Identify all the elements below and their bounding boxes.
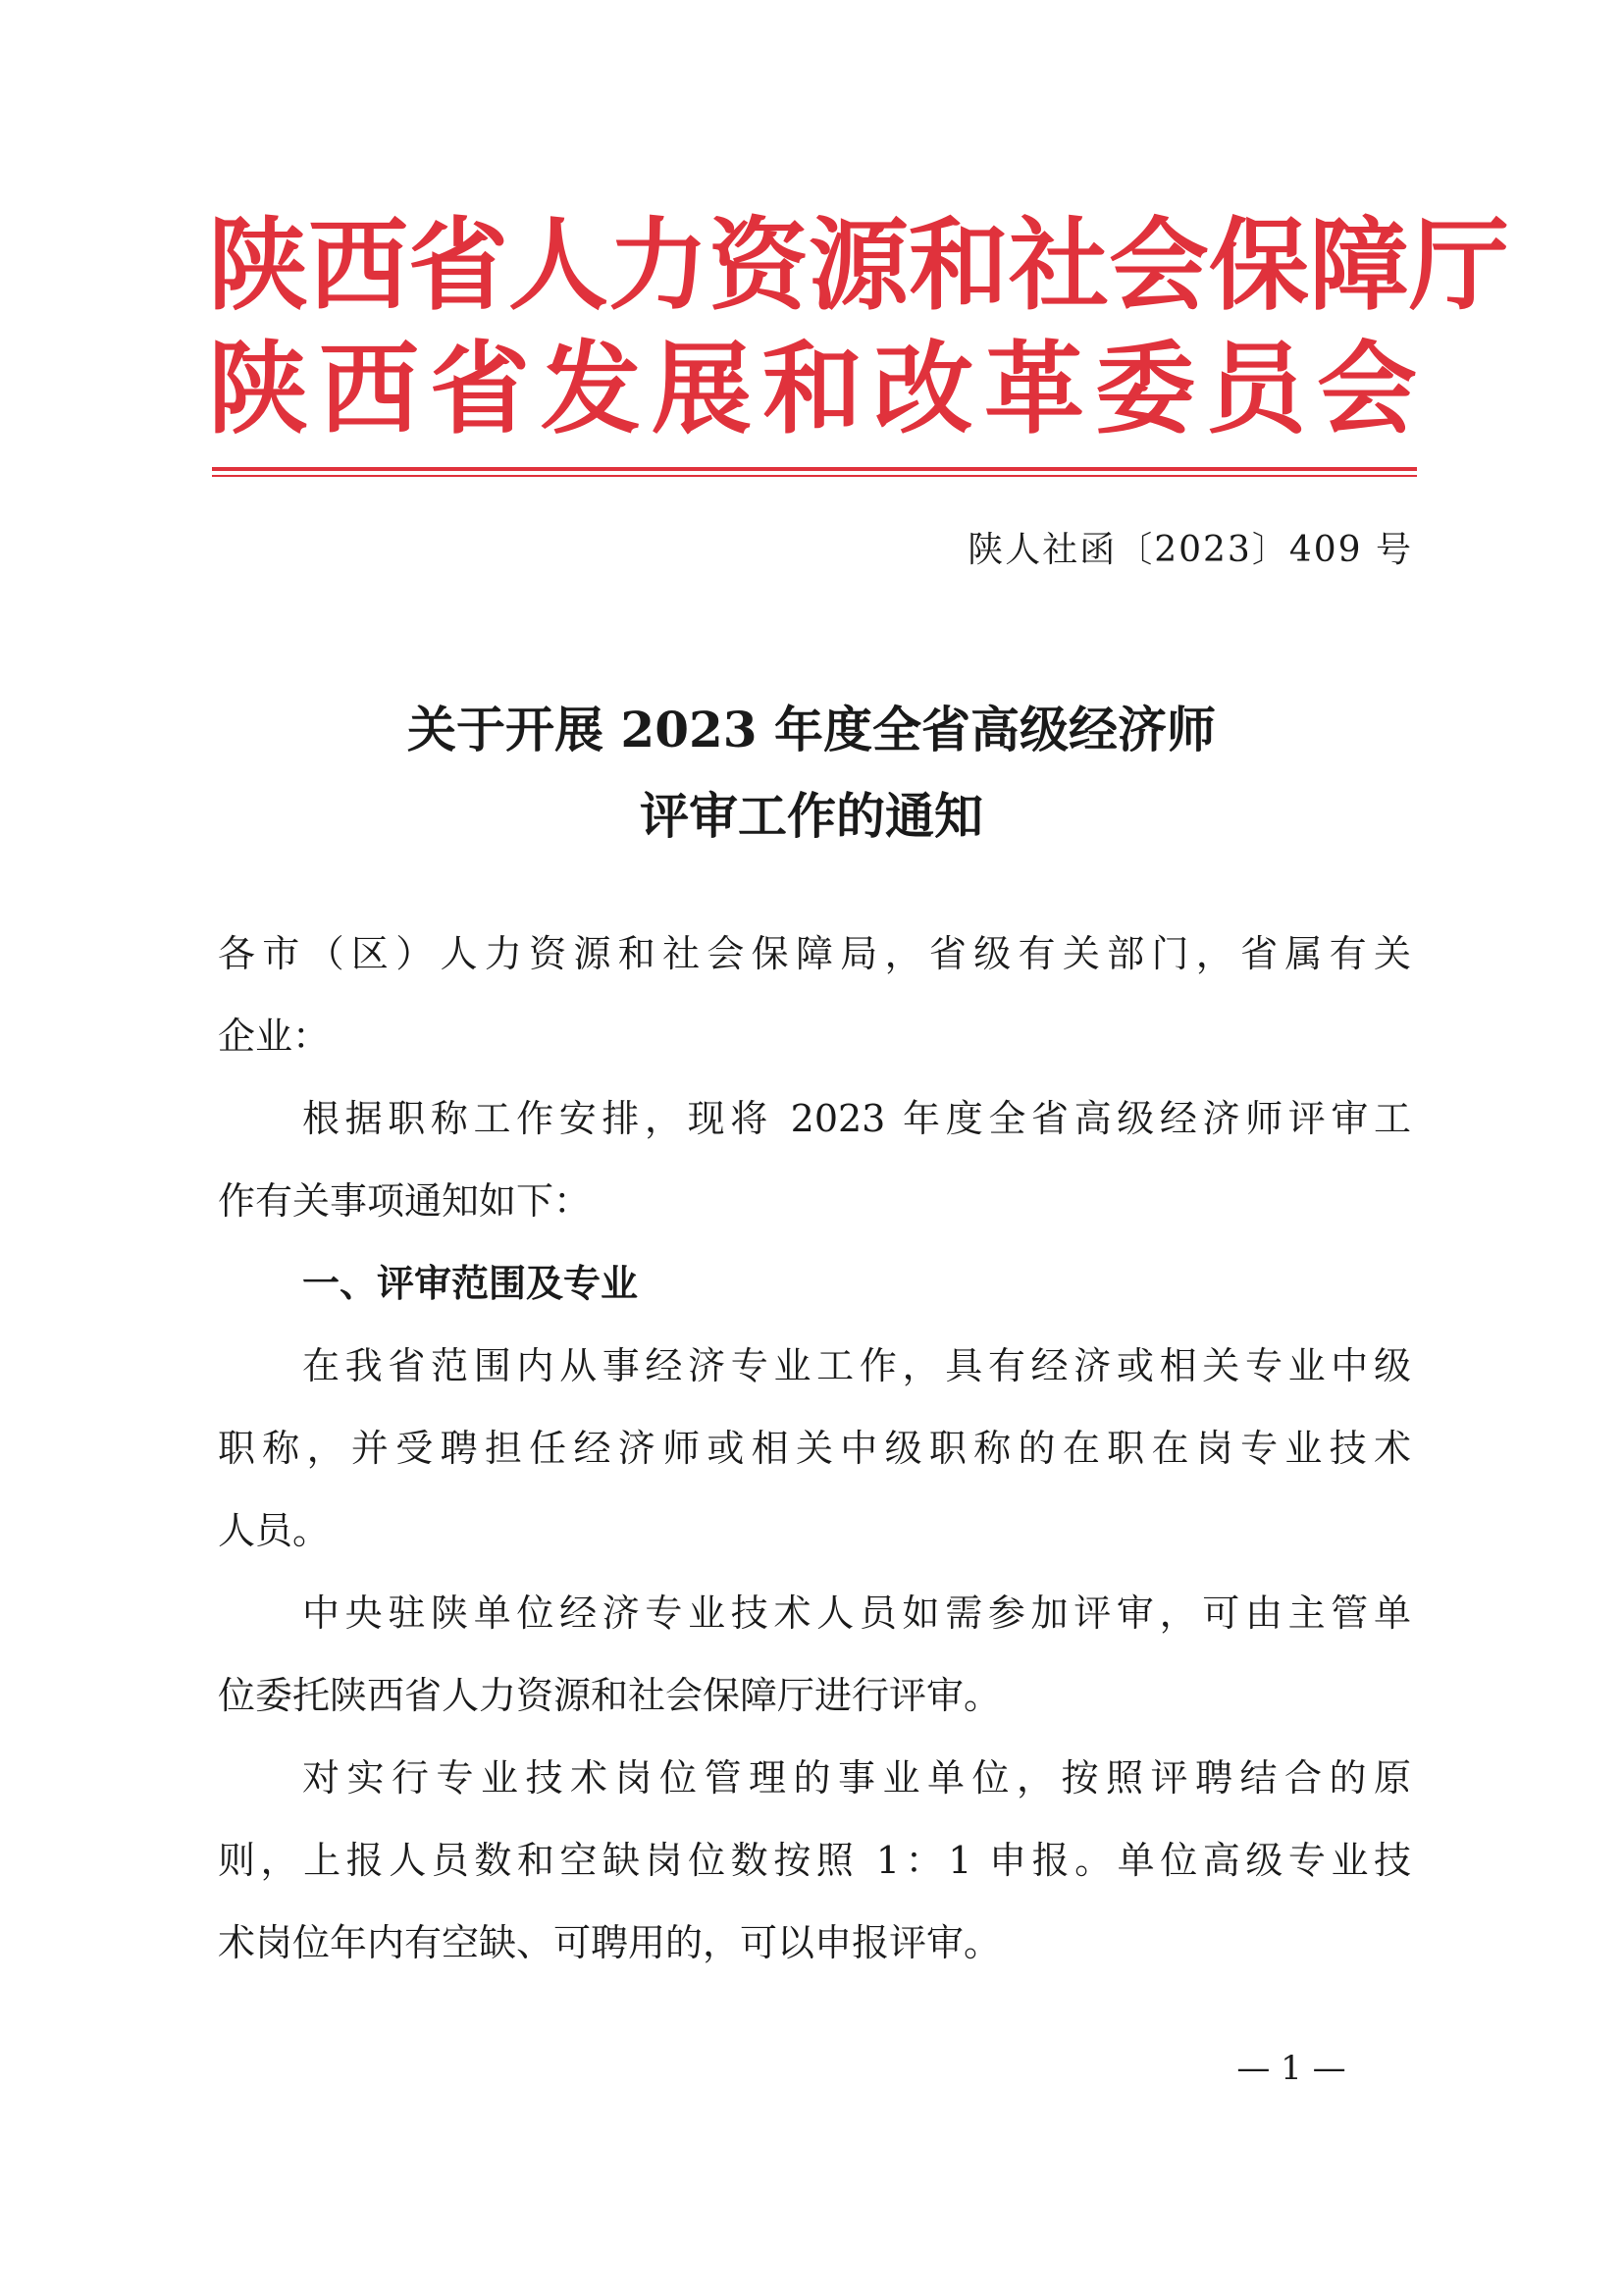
paragraph-line: 位委托陕西省人力资源和社会保障厅进行评审。 (218, 1674, 1002, 1717)
issuer-char: 源 (809, 208, 909, 325)
issuer-name-2 (208, 332, 1417, 448)
paragraph-line: 职称，并受聘担任经济师或相关中级职称的在职在岗专业技术 (218, 1427, 1411, 1470)
issuer-char: 社 (1009, 208, 1109, 325)
issuer-char: 和 (909, 208, 1009, 325)
paragraph-line: 术岗位年内有空缺、可聘用的，可以申报评审。 (218, 1921, 1002, 1964)
paragraph-line: 则，上报人员数和空缺岗位数按照 1：1 申报。单位高级专业技 (218, 1839, 1411, 1882)
red-divider-thick (212, 467, 1417, 471)
issuer-char: 发 (541, 332, 641, 448)
issuer-char: 改 (873, 332, 973, 448)
issuer-char: 西 (319, 332, 419, 448)
issuer-char: 厅 (1409, 208, 1509, 325)
paragraph-line: 人员。 (218, 1509, 331, 1552)
issuer-char: 保 (1209, 208, 1309, 325)
document-body (218, 913, 1411, 1984)
document-number: 陕人社函〔2023〕409 号 (968, 530, 1413, 570)
page-number: — 1 — (1236, 2049, 1346, 2088)
intro-line: 作有关事项通知如下： (218, 1179, 592, 1223)
issuer-char: 西 (308, 208, 408, 325)
issuer-char: 资 (708, 208, 809, 325)
issuer-char: 省 (430, 332, 530, 448)
issuer-char: 和 (762, 332, 863, 448)
paragraph-line: 中央驻陕单位经济专业技术人员如需参加评审，可由主管单 (302, 1592, 1411, 1635)
intro-line: 根据职称工作安排，现将 2023 年度全省高级经济师评审工 (302, 1097, 1411, 1140)
issuer-char: 障 (1309, 208, 1409, 325)
issuer-char: 省 (408, 208, 508, 325)
paragraph-line: 对实行专业技术岗位管理的事业单位，按照评聘结合的原 (302, 1756, 1411, 1800)
issuer-char: 革 (984, 332, 1084, 448)
issuer-char: 人 (508, 208, 608, 325)
issuer-char: 委 (1095, 332, 1195, 448)
document-title-line-1: 关于开展 2023 年度全省高级经济师 (407, 701, 1216, 758)
section-heading: 一、评审范围及专业 (302, 1262, 639, 1305)
issuer-char: 力 (608, 208, 708, 325)
issuer-char: 员 (1206, 332, 1306, 448)
issuer-char: 展 (652, 332, 752, 448)
addressee-line: 企业： (218, 1015, 331, 1058)
addressee-line: 各市（区）人力资源和社会保障局，省级有关部门，省属有关 (218, 932, 1411, 975)
issuer-char: 会 (1109, 208, 1209, 325)
issuer-name-1 (208, 208, 1509, 325)
document-title-line-2: 评审工作的通知 (640, 787, 983, 845)
paragraph-line: 在我省范围内从事经济专业工作，具有经济或相关专业中级 (302, 1344, 1411, 1387)
red-divider-thin (212, 475, 1417, 477)
issuer-char: 陕 (208, 208, 308, 325)
issuer-char: 陕 (208, 332, 308, 448)
issuer-char: 会 (1317, 332, 1417, 448)
